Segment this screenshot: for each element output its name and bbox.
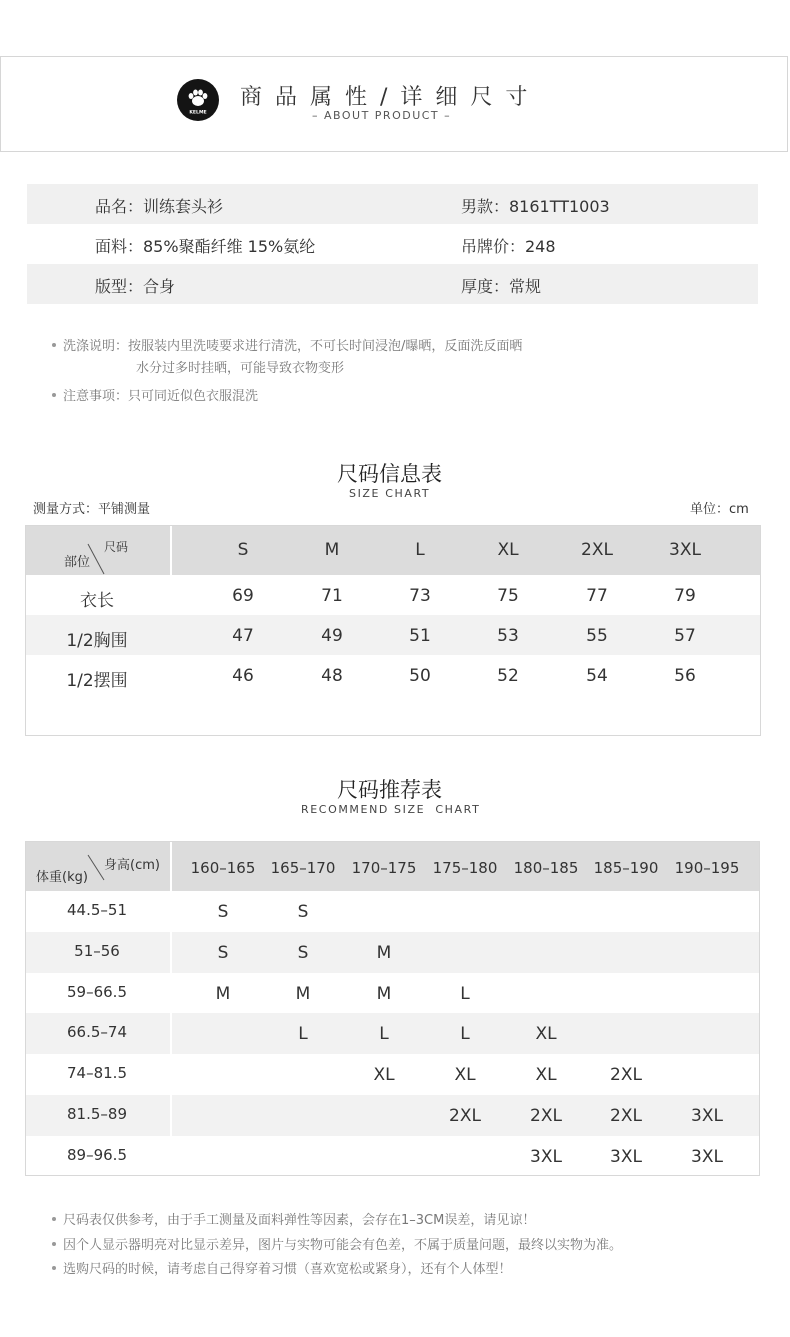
attribute-thickness: 厚度：常规 bbox=[461, 277, 542, 296]
corner-weight-label: 体重(kg) bbox=[36, 870, 88, 885]
column-divider bbox=[170, 1013, 172, 1054]
size-value-cell: 48 bbox=[321, 666, 343, 686]
height-column-header: 160–165 bbox=[190, 859, 256, 877]
svg-text:KELME: KELME bbox=[189, 110, 207, 116]
size-value-cell: 73 bbox=[409, 586, 431, 606]
attribute-gender-sku: 男款：8161TT1003 bbox=[461, 197, 610, 216]
recommended-size-cell: L bbox=[298, 1024, 308, 1045]
attribute-row bbox=[27, 224, 758, 264]
recommend-title: 尺码推荐表 bbox=[337, 778, 442, 802]
footnote: 尺码表仅供参考，由于手工测量及面料弹性等因素，会存在1–3CM误差，请见谅！ bbox=[52, 1209, 535, 1228]
size-value-cell: 51 bbox=[409, 626, 431, 646]
size-column-header: 2XL bbox=[581, 540, 613, 560]
size-column-header: 3XL bbox=[669, 540, 701, 560]
kelme-logo bbox=[177, 79, 219, 121]
recommended-size-cell: XL bbox=[454, 1065, 476, 1086]
corner-part-label: 部位 bbox=[64, 555, 91, 570]
recommend-table bbox=[25, 841, 760, 1176]
size-chart-table bbox=[25, 525, 761, 736]
footnote: 因个人显示器明亮对比显示差异，图片与实物可能会有色差，不属于质量问题，最终以实物为准。 bbox=[52, 1234, 622, 1253]
recommended-size-cell: XL bbox=[535, 1024, 557, 1045]
size-value-cell: 52 bbox=[497, 666, 519, 686]
bullet-icon bbox=[52, 393, 56, 397]
bullet-icon bbox=[52, 343, 56, 347]
recommend-subtitle: RECOMMEND SIZE CHART bbox=[301, 803, 481, 816]
recommended-size-cell: 3XL bbox=[691, 1146, 723, 1167]
size-value-cell: 46 bbox=[232, 666, 254, 686]
recommended-size-cell: S bbox=[217, 942, 229, 963]
size-chart-title: 尺码信息表 bbox=[337, 462, 442, 486]
recommended-size-cell: XL bbox=[373, 1065, 395, 1086]
height-column-header: 180–185 bbox=[513, 859, 579, 877]
attribute-price: 吊牌价：248 bbox=[461, 237, 556, 256]
recommended-size-cell: 3XL bbox=[530, 1146, 562, 1167]
recommended-size-cell: M bbox=[376, 942, 392, 963]
height-column-header: 190–195 bbox=[674, 859, 740, 877]
height-column-header: 165–170 bbox=[270, 859, 336, 877]
size-value-cell: 49 bbox=[321, 626, 343, 646]
size-column-header: S bbox=[237, 540, 249, 560]
size-value-cell: 50 bbox=[409, 666, 431, 686]
height-column-header: 175–180 bbox=[432, 859, 498, 877]
recommended-size-cell: M bbox=[376, 983, 392, 1004]
page-subtitle: – ABOUT PRODUCT – bbox=[312, 109, 452, 122]
attribute-row bbox=[27, 264, 758, 304]
weight-label: 44.5–51 bbox=[67, 901, 127, 919]
recommended-size-cell: 3XL bbox=[691, 1106, 723, 1126]
size-column-header: M bbox=[324, 540, 340, 560]
attribute-fit: 版型：合身 bbox=[95, 277, 176, 296]
weight-label: 74–81.5 bbox=[67, 1064, 127, 1083]
recommended-size-cell: 2XL bbox=[610, 1065, 642, 1086]
bullet-icon bbox=[52, 1217, 56, 1221]
page-title: 商品属性/详细尺寸 bbox=[240, 85, 541, 110]
weight-label: 66.5–74 bbox=[67, 1023, 127, 1042]
unit-label: 单位：cm bbox=[690, 502, 749, 517]
caution-note: 注意事项：只可同近似色衣服混洗 bbox=[52, 385, 258, 404]
weight-label: 59–66.5 bbox=[67, 982, 127, 1001]
size-value-cell: 79 bbox=[674, 586, 696, 606]
size-value-cell: 57 bbox=[674, 626, 696, 646]
height-column-header: 185–190 bbox=[593, 859, 659, 877]
recommended-size-cell: 2XL bbox=[610, 1106, 642, 1126]
recommended-size-cell: M bbox=[215, 983, 231, 1004]
corner-diagonal bbox=[26, 526, 172, 575]
size-column-header: L bbox=[415, 540, 425, 560]
size-column-header: XL bbox=[497, 540, 519, 560]
attribute-row bbox=[27, 184, 758, 224]
size-value-cell: 47 bbox=[232, 626, 254, 646]
size-value-cell: 71 bbox=[321, 586, 343, 606]
part-label: 1/2摆围 bbox=[66, 671, 128, 691]
recommended-size-cell: L bbox=[460, 1024, 470, 1045]
size-value-cell: 77 bbox=[586, 586, 608, 606]
size-value-cell: 75 bbox=[497, 586, 519, 606]
footnote: 选购尺码的时候，请考虑自己得穿着习惯（喜欢宽松或紧身），还有个人体型！ bbox=[52, 1258, 512, 1277]
height-column-header: 170–175 bbox=[351, 859, 417, 877]
recommended-size-cell: L bbox=[379, 1024, 389, 1045]
recommended-size-cell: XL bbox=[535, 1065, 557, 1086]
recommended-size-cell: 2XL bbox=[449, 1106, 481, 1126]
wash-instructions: 洗涤说明：按服装内里洗唛要求进行清洗，不可长时间浸泡/曝晒，反面洗反面晒 bbox=[52, 335, 522, 354]
part-label: 衣长 bbox=[80, 591, 114, 611]
corner-size-label: 尺码 bbox=[104, 540, 129, 554]
attribute-name: 品名：训练套头衫 bbox=[95, 197, 224, 216]
size-value-cell: 56 bbox=[674, 666, 696, 686]
corner-height-label: 身高(cm) bbox=[104, 858, 160, 873]
column-divider bbox=[170, 1095, 172, 1136]
column-divider bbox=[170, 842, 172, 891]
paw-icon bbox=[177, 79, 219, 121]
size-value-cell: 54 bbox=[586, 666, 608, 686]
size-value-cell: 69 bbox=[232, 586, 254, 606]
size-value-cell: 55 bbox=[586, 626, 608, 646]
column-divider bbox=[170, 526, 172, 575]
recommended-size-cell: S bbox=[217, 902, 229, 922]
bullet-icon bbox=[52, 1266, 56, 1270]
weight-label: 51–56 bbox=[74, 941, 120, 960]
attribute-fabric: 面料：85%聚酯纤维 15%氨纶 bbox=[95, 237, 316, 256]
recommended-size-cell: 2XL bbox=[530, 1106, 562, 1126]
measure-method: 测量方式：平铺测量 bbox=[33, 502, 151, 517]
recommended-size-cell: L bbox=[460, 983, 470, 1004]
weight-label: 81.5–89 bbox=[67, 1105, 127, 1123]
recommended-size-cell: S bbox=[297, 902, 309, 922]
recommended-size-cell: M bbox=[295, 983, 311, 1004]
size-chart-subtitle: SIZE CHART bbox=[349, 487, 431, 500]
recommended-size-cell: S bbox=[297, 942, 309, 963]
part-label: 1/2胸围 bbox=[66, 631, 128, 651]
weight-label: 89–96.5 bbox=[67, 1145, 127, 1164]
bullet-icon bbox=[52, 1242, 56, 1246]
size-value-cell: 53 bbox=[497, 626, 519, 646]
column-divider bbox=[170, 932, 172, 973]
recommended-size-cell: 3XL bbox=[610, 1146, 642, 1167]
wash-instructions-cont: 水分过多时挂晒，可能导致衣物变形 bbox=[136, 361, 345, 376]
